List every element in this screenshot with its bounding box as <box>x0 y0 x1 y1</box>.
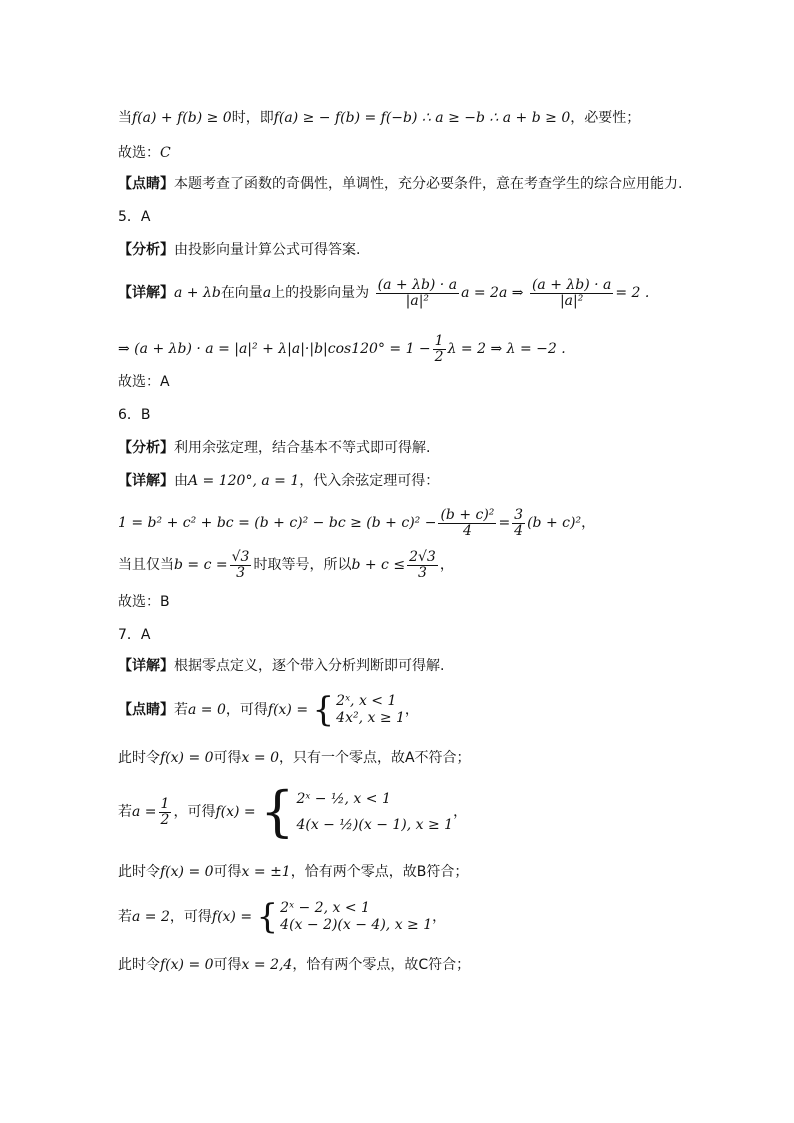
math: b = c = <box>174 557 228 573</box>
text: 此时令 <box>118 750 160 766</box>
text: 此时令 <box>118 864 160 880</box>
numerator: 2√3 <box>409 548 436 565</box>
case-a-two <box>118 897 446 937</box>
cases <box>336 693 405 727</box>
math: f(x) = 0 <box>160 750 214 766</box>
math: b + c ≤ <box>351 557 406 573</box>
case-a-zero <box>118 691 419 729</box>
numerator: (a + λb) · a <box>531 276 612 293</box>
tag-fenxi: 【分析】 <box>118 440 174 456</box>
math: = <box>498 515 511 531</box>
text: ，恰有两个零点，故C符合； <box>292 957 471 973</box>
text: ， <box>453 804 468 820</box>
text: ，可得 <box>173 804 216 820</box>
left-brace: { <box>312 690 335 730</box>
answer-line-6 <box>118 592 170 612</box>
text: ， <box>439 557 454 573</box>
text: 故选：B <box>118 594 170 610</box>
text: 在向量 <box>220 285 263 301</box>
piecewise <box>312 690 405 730</box>
numerator: √3 <box>231 548 250 565</box>
text: 若 <box>174 702 188 718</box>
numerator: (a + λb) · a <box>377 276 458 293</box>
math: C <box>160 145 171 161</box>
text: ，代入余弦定理可得： <box>299 473 440 489</box>
math: x = 2,4 <box>241 957 293 973</box>
text: 当且仅当 <box>118 557 174 573</box>
text: ， <box>581 515 596 531</box>
case: 4(x − 2)(x − 4), x ≥ 1 <box>280 917 433 933</box>
text: 故选：A <box>118 374 170 390</box>
text: 时，即 <box>231 110 274 126</box>
tag-xiangjie: 【详解】 <box>118 285 174 301</box>
math: A = 120°, a = 1 <box>188 473 300 489</box>
case: 2ˣ − ½, x < 1 <box>296 791 391 807</box>
text: ，可得 <box>169 909 212 925</box>
fraction <box>230 550 252 581</box>
text: 若 <box>118 909 132 925</box>
text: 根据零点定义，逐个带入分析判断即可得解. <box>174 658 445 674</box>
case: 2ˣ, x < 1 <box>336 693 397 709</box>
answer-line-4 <box>118 143 171 163</box>
math: f(x) = <box>267 702 309 718</box>
case: 4(x − ½)(x − 1), x ≥ 1 <box>296 817 454 833</box>
fraction <box>438 508 496 539</box>
analysis-6 <box>118 438 430 458</box>
text: 可得 <box>213 750 242 766</box>
text: 此时令 <box>118 957 160 973</box>
denominator: 3 <box>417 564 427 581</box>
detail-5 <box>118 276 649 310</box>
numerator: (b + c)² <box>440 506 495 523</box>
denominator: 2 <box>434 348 444 365</box>
left-brace: { <box>256 897 279 937</box>
math: f(x) = <box>215 804 256 820</box>
tag-dianjing: 【点睛】 <box>118 702 174 718</box>
piecewise <box>260 780 454 843</box>
denominator: 3 <box>236 564 245 581</box>
math: f(a) ≥ − f(b) = f(−b) ∴ a ≥ −b ∴ a + b ≥ 0 <box>273 110 571 126</box>
numerator: 1 <box>160 795 170 812</box>
math: a = 2 <box>132 909 170 925</box>
question-6-header <box>118 405 151 425</box>
math: a = 2a ⇒ <box>461 285 524 301</box>
fraction <box>530 278 613 309</box>
math: f(x) = <box>211 909 253 925</box>
text: ， <box>404 702 419 718</box>
tag-xiangjie: 【详解】 <box>118 473 174 489</box>
piecewise <box>256 897 433 937</box>
text: 6．B <box>118 407 151 423</box>
math: ⇒ (a + λb) · a = |a|² + λ|a|·|b|cos120° = 1 − <box>118 341 431 357</box>
fraction <box>512 508 525 539</box>
math: a = <box>132 804 157 820</box>
denominator: |a|² <box>405 292 430 309</box>
denominator: 4 <box>514 522 524 539</box>
necessity-line <box>118 108 640 128</box>
answer-line-5 <box>118 372 170 392</box>
tag-dianjing: 【点睛】 <box>118 176 174 192</box>
math: (b + c)² <box>527 515 582 531</box>
math: f(x) = 0 <box>160 957 214 973</box>
math: a = 0 <box>188 702 226 718</box>
tag-fenxi: 【分析】 <box>118 242 174 258</box>
text: 当 <box>118 110 132 126</box>
detail-5-derivation <box>118 332 566 366</box>
text: ， <box>432 909 447 925</box>
case: 2ˣ − 2, x < 1 <box>280 900 370 916</box>
denominator: 2 <box>160 811 170 828</box>
math: 1 = b² + c² + bc = (b + c)² − bc ≥ (b + c)² − <box>118 515 437 531</box>
text: 7．A <box>118 627 151 643</box>
question-7-header <box>118 625 150 645</box>
text: 利用余弦定理，结合基本不等式即可得解. <box>174 440 431 456</box>
text: 时取等号，所以 <box>253 557 352 573</box>
math: = 2 . <box>615 285 650 301</box>
text: 若 <box>118 804 132 820</box>
fraction <box>407 550 438 581</box>
analysis-5 <box>118 240 360 260</box>
math: x = 0 <box>241 750 279 766</box>
fraction <box>159 797 172 828</box>
text: 可得 <box>213 864 242 880</box>
text: 故选： <box>118 145 160 161</box>
math: a <box>262 285 272 301</box>
case-a-half <box>118 780 468 843</box>
tag-xiangjie: 【详解】 <box>118 658 174 674</box>
cases <box>280 900 432 934</box>
text: 本题考查了函数的奇偶性，单调性，充分必要条件，意在考查学生的综合应用能力. <box>174 176 683 192</box>
case-a-zero-result <box>118 748 471 768</box>
text: ，必要性； <box>570 110 641 126</box>
numerator: 3 <box>514 506 524 523</box>
math: λ = 2 ⇒ λ = −2 . <box>447 341 566 357</box>
case-a-two-result <box>118 955 470 975</box>
question-5-header <box>118 207 150 227</box>
case: 4x², x ≥ 1 <box>336 710 405 726</box>
denominator: |a|² <box>559 292 584 309</box>
comment-line <box>118 174 682 194</box>
text: 上的投影向量为 <box>271 285 370 301</box>
detail-6-inequality <box>118 506 595 540</box>
text: ，可得 <box>225 702 268 718</box>
left-brace: { <box>260 780 295 843</box>
fraction <box>433 334 446 365</box>
detail-6 <box>118 471 439 491</box>
math: x = ±1 <box>241 864 291 880</box>
detail-7 <box>118 656 444 676</box>
text: 可得 <box>213 957 242 973</box>
math: f(a) + f(b) ≥ 0 <box>132 110 232 126</box>
case-a-half-result <box>118 862 468 882</box>
text: 5．A <box>118 209 151 225</box>
cases <box>296 786 453 838</box>
math: a + λb <box>174 285 221 301</box>
text: 由 <box>174 473 188 489</box>
detail-6-equality <box>118 548 454 582</box>
numerator: 1 <box>434 332 444 349</box>
fraction <box>376 278 459 309</box>
text: ，恰有两个零点，故B符合； <box>290 864 469 880</box>
denominator: 4 <box>462 522 472 539</box>
text: ，只有一个零点，故A不符合； <box>278 750 471 766</box>
text: 由投影向量计算公式可得答案. <box>174 242 361 258</box>
math: f(x) = 0 <box>160 864 214 880</box>
